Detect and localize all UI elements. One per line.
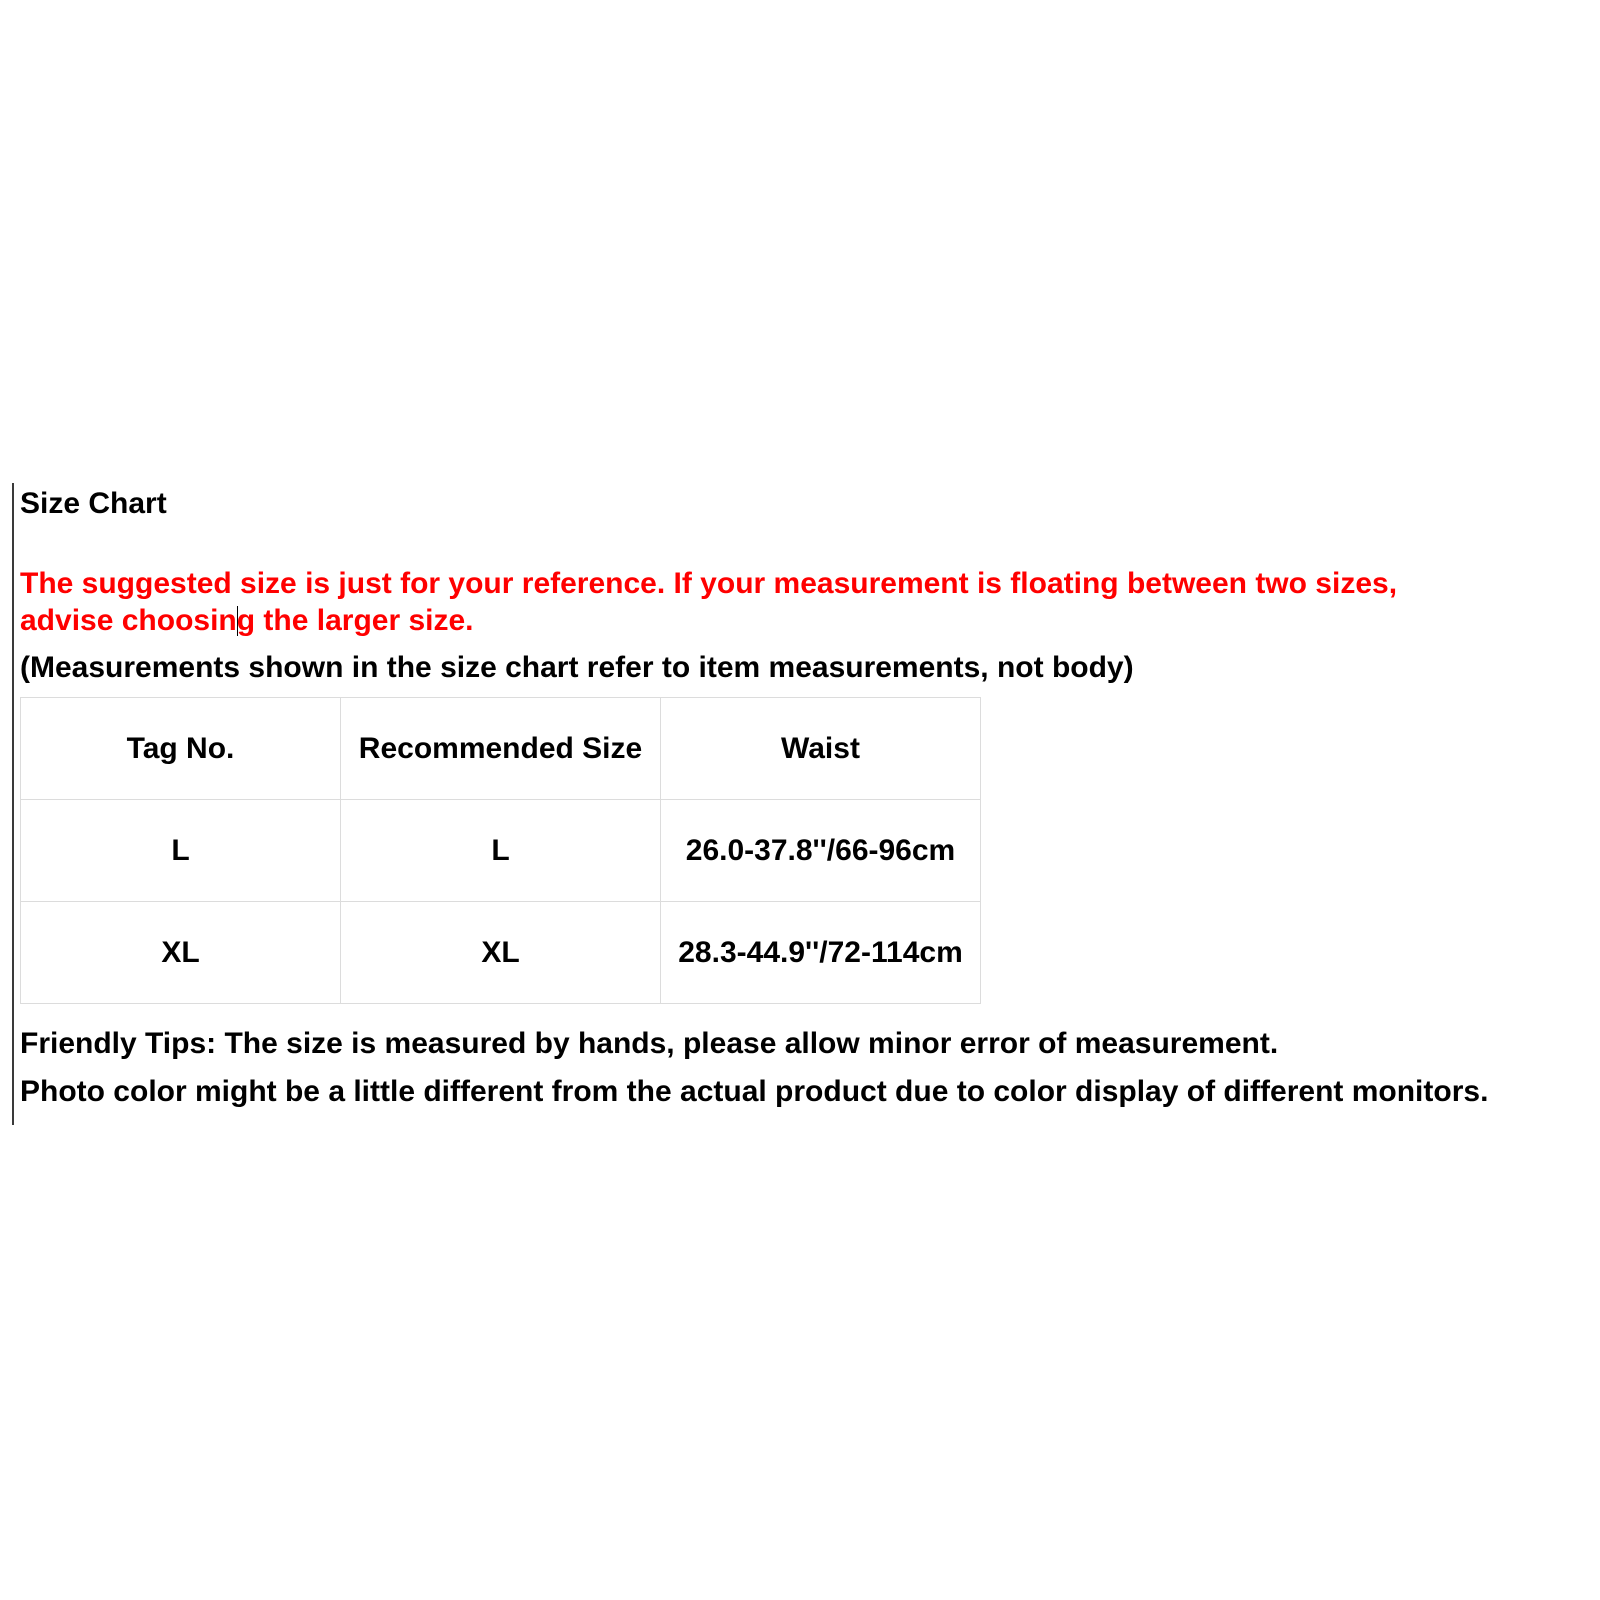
cell-waist: 26.0-37.8''/66-96cm [661,800,981,902]
size-chart-title: Size Chart [20,487,167,520]
size-chart-document [20,484,1595,1118]
size-table [20,697,981,1004]
size-notice [20,528,1595,639]
header-tag-no: Tag No. [21,698,341,800]
table-header-row [21,698,981,800]
cell-recommended-size: XL [341,902,661,1004]
header-waist: Waist [661,698,981,800]
friendly-tip: Friendly Tips: The size is measured by hands, please allow minor error of measurement. [20,1027,1279,1060]
table-row [21,800,981,902]
cell-recommended-size: L [341,800,661,902]
header-recommended-size: Recommended Size [341,698,661,800]
measurement-note: (Measurements shown in the size chart refer to item measurements, not body) [20,651,1134,684]
size-notice-text-end: g the larger size. [236,604,474,637]
left-border-line [12,483,14,1125]
photo-color-tip: Photo color might be a little different from the actual product due to color display of different monitors. [20,1075,1489,1108]
cell-tag-no: L [21,800,341,902]
cell-tag-no: XL [21,902,341,1004]
cell-waist: 28.3-44.9''/72-114cm [661,902,981,1004]
size-notice-text-start: The suggested size is just for your reference. If your measurement is floating between two sizes, advise choosin [20,567,1398,637]
table-row [21,902,981,1004]
